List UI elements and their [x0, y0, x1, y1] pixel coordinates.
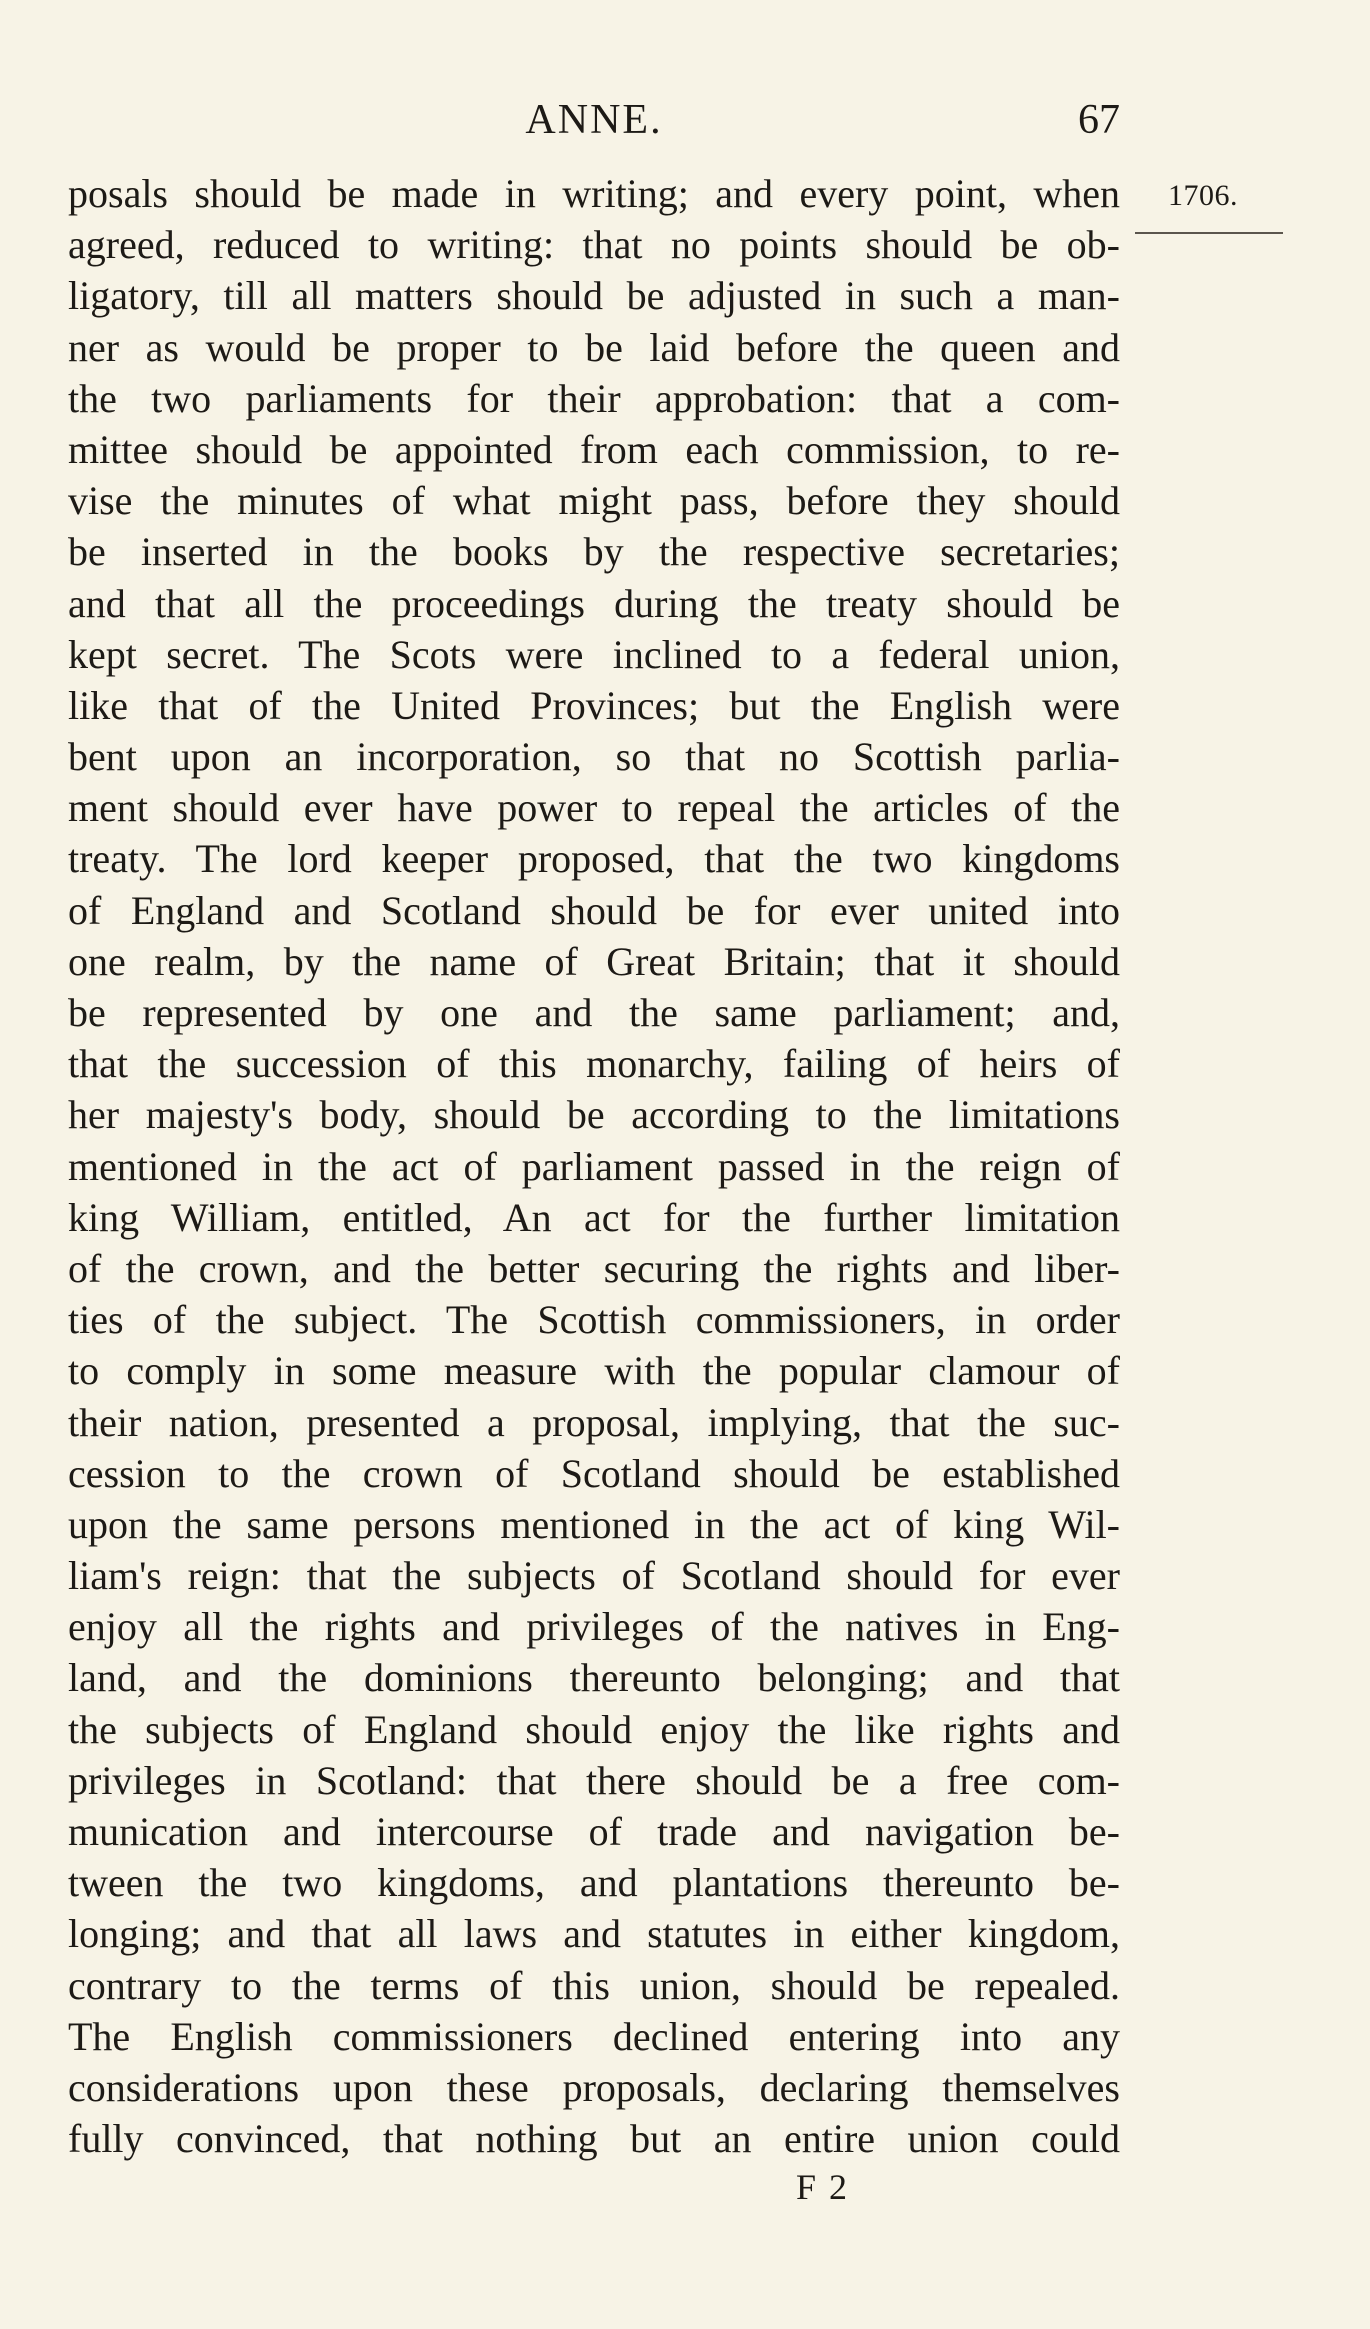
text-line: The English commissioners declined entering into any	[68, 2013, 1120, 2059]
text-line: treaty. The lord keeper proposed, that the two kingdoms	[68, 836, 1120, 882]
margin-year-note: 1706.	[1168, 179, 1238, 212]
text-line: agreed, reduced to writing: that no points should be ob-	[68, 222, 1120, 268]
text-line: be inserted in the books by the respective secretaries;	[68, 529, 1120, 575]
text-line: mentioned in the act of parliament passed in the reign of	[68, 1143, 1120, 1189]
text-line: mittee should be appointed from each commission, to re-	[68, 426, 1120, 472]
text-line: bent upon an incorporation, so that no Scottish parlia-	[68, 734, 1120, 780]
text-line: cession to the crown of Scotland should be established	[68, 1450, 1120, 1496]
text-line: contrary to the terms of this union, should be repealed.	[68, 1962, 1120, 2008]
text-line: ner as would be proper to be laid before the queen and	[68, 324, 1120, 370]
text-line: ment should ever have power to repeal the articles of the	[68, 785, 1120, 831]
signature-mark: F 2	[796, 2167, 850, 2207]
text-line: enjoy all the rights and privileges of the natives in Eng-	[68, 1604, 1120, 1650]
page-number: 67	[1078, 97, 1120, 143]
text-line: be represented by one and the same parliament; and,	[68, 990, 1120, 1035]
text-line: considerations upon these proposals, declaring themselves	[68, 2064, 1120, 2110]
text-line: vise the minutes of what might pass, before they should	[68, 478, 1120, 524]
text-line: king William, entitled, An act for the further limitation	[68, 1194, 1120, 1240]
text-line: ties of the subject. The Scottish commissioners, in order	[68, 1297, 1120, 1343]
text-line: upon the same persons mentioned in the act of king Wil-	[68, 1501, 1120, 1547]
text-line: munication and intercourse of trade and navigation be-	[68, 1809, 1120, 1854]
text-line: kept secret. The Scots were inclined to a federal union,	[68, 631, 1120, 677]
text-line: longing; and that all laws and statutes in either kingdom,	[68, 1911, 1120, 1957]
text-line: the two parliaments for their approbation: that a com-	[68, 375, 1120, 421]
text-line: posals should be made in writing; and every point, when	[68, 171, 1120, 216]
text-line: of the crown, and the better securing the rights and liber-	[68, 1245, 1120, 1291]
text-line: land, and the dominions thereunto belonging; and that	[68, 1655, 1120, 1701]
text-line: of England and Scotland should be for ever united into	[68, 887, 1120, 933]
running-title: ANNE.	[525, 97, 663, 143]
margin-rule	[1135, 232, 1283, 234]
text-line: their nation, presented a proposal, implying, that the suc-	[68, 1399, 1120, 1445]
text-line: tween the two kingdoms, and plantations thereunto be-	[68, 1860, 1120, 1906]
text-line: to comply in some measure with the popular clamour of	[68, 1348, 1120, 1394]
text-line: the subjects of England should enjoy the like rights and	[68, 1706, 1120, 1752]
body-text	[68, 168, 1120, 2164]
text-line: privileges in Scotland: that there should be a free com-	[68, 1757, 1120, 1803]
text-line: fully convinced, that nothing but an entire union could	[68, 2116, 1120, 2162]
text-line: one realm, by the name of Great Britain; that it should	[68, 938, 1120, 984]
text-line: like that of the United Provinces; but the English were	[68, 682, 1120, 728]
running-head	[68, 90, 1120, 150]
text-line: liam's reign: that the subjects of Scotland should for ever	[68, 1553, 1120, 1599]
text-line: that the succession of this monarchy, failing of heirs of	[68, 1041, 1120, 1087]
text-line: and that all the proceedings during the treaty should be	[68, 580, 1120, 626]
text-line: ligatory, till all matters should be adjusted in such a man-	[68, 273, 1120, 319]
text-line: her majesty's body, should be according to the limitations	[68, 1092, 1120, 1138]
